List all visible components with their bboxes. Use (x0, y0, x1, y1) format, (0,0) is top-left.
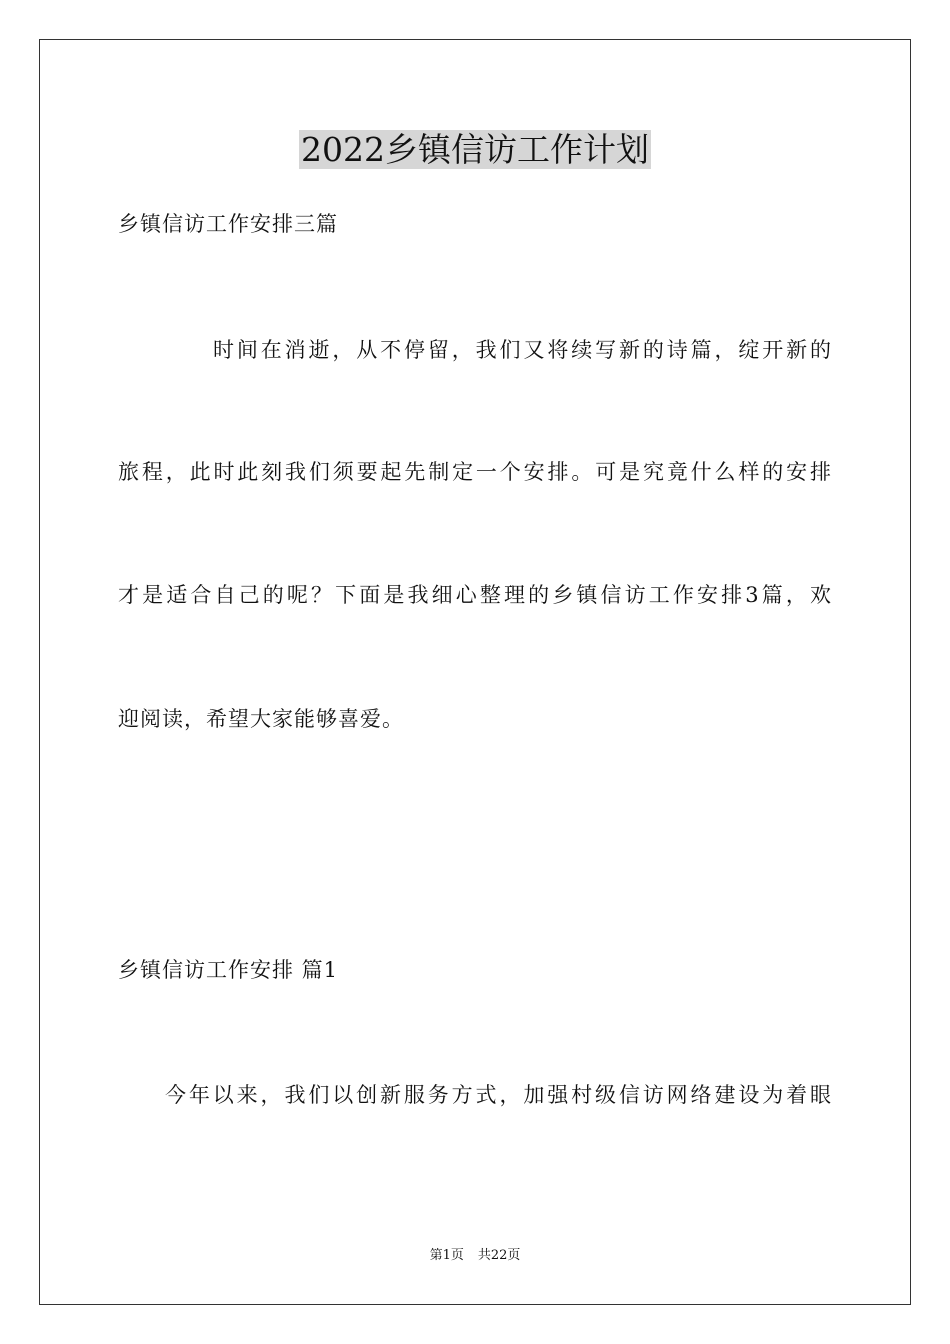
page-footer (0, 1246, 950, 1266)
page-total: 共22页 (477, 1248, 521, 1263)
document-subtitle: 乡镇信访工作安排三篇 (118, 212, 338, 236)
section-line-1: 今年以来，我们以创新服务方式，加强村级信访网络建设为着眼 (165, 1083, 832, 1107)
document-title-text: 2022乡镇信访工作计划 (301, 130, 649, 169)
section-heading: 乡镇信访工作安排 篇1 (118, 958, 339, 982)
intro-line-3: 才是适合自己的呢？下面是我细心整理的乡镇信访工作安排3篇，欢 (118, 583, 832, 607)
intro-line-4: 迎阅读，希望大家能够喜爱。 (118, 707, 404, 731)
document-title (0, 128, 950, 172)
intro-line-1: 时间在消逝，从不停留，我们又将续写新的诗篇，绽开新的 (213, 338, 832, 362)
page-number: 第1页 (429, 1248, 464, 1263)
intro-line-2: 旅程，此时此刻我们须要起先制定一个安排。可是究竟什么样的安排 (118, 460, 832, 484)
